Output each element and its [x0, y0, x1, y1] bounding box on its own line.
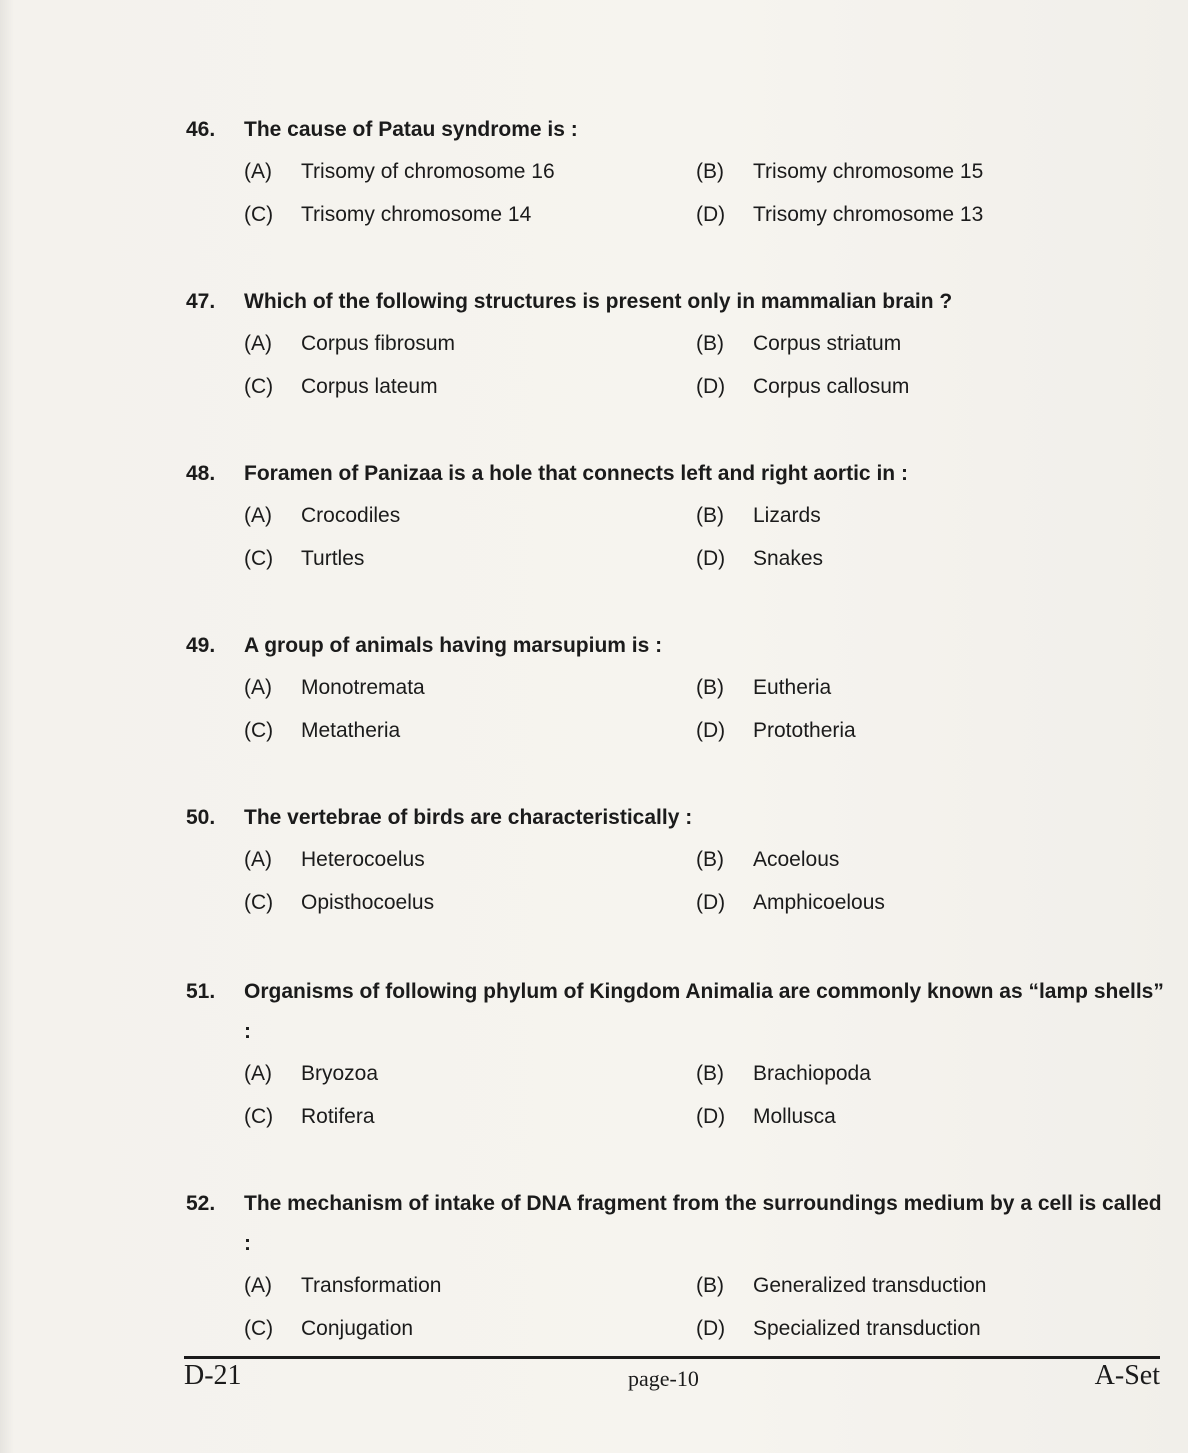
option-letter: (C) [244, 375, 274, 398]
option-letter: (C) [244, 1105, 274, 1128]
option-text: Monotremata [301, 676, 425, 699]
option-a [244, 150, 696, 193]
option-letter: (C) [244, 719, 274, 742]
question-52 [186, 1184, 1166, 1350]
option-letter: (B) [696, 848, 724, 871]
page-footer [184, 1358, 1160, 1398]
option-text: Mollusca [753, 1105, 836, 1128]
option-text: Prototheria [753, 719, 856, 742]
question-number: 46. [186, 118, 216, 141]
booklet-code: D-21 [184, 1360, 242, 1391]
option-d [696, 709, 1166, 752]
question-text: The vertebrae of birds are characteristically : [244, 806, 693, 829]
option-text: Corpus callosum [753, 375, 910, 398]
option-d [696, 1307, 1166, 1350]
option-text: Trisomy of chromosome 16 [301, 160, 555, 183]
option-text: Lizards [753, 504, 821, 527]
option-d [696, 365, 1166, 408]
question-number: 52. [186, 1192, 216, 1215]
option-letter: (A) [244, 160, 272, 183]
option-letter: (C) [244, 547, 274, 570]
question-number: 50. [186, 806, 216, 829]
option-letter: (B) [696, 160, 724, 183]
option-text: Corpus lateum [301, 375, 438, 398]
option-text: Conjugation [301, 1317, 414, 1340]
question-text: The cause of Patau syndrome is : [244, 118, 578, 141]
option-letter: (C) [244, 203, 274, 226]
option-letter: (B) [696, 1062, 724, 1085]
option-text: Trisomy chromosome 14 [301, 203, 532, 226]
option-text: Transformation [301, 1274, 442, 1297]
option-letter: (D) [696, 1317, 726, 1340]
option-d [696, 881, 1166, 924]
option-letter: (B) [696, 1274, 724, 1297]
option-letter: (A) [244, 1062, 272, 1085]
option-a [244, 838, 696, 881]
option-text: Metatheria [301, 719, 401, 742]
question-47 [186, 282, 1166, 408]
option-text: Acoelous [753, 848, 840, 871]
question-stem [186, 626, 1166, 666]
option-letter: (D) [696, 719, 726, 742]
question-stem [186, 798, 1166, 838]
option-letter: (B) [696, 504, 724, 527]
question-48 [186, 454, 1166, 580]
option-text: Heterocoelus [301, 848, 425, 871]
option-letter: (A) [244, 676, 272, 699]
option-text: Specialized transduction [753, 1317, 981, 1340]
option-letter: (A) [244, 1274, 272, 1297]
option-b [696, 666, 1166, 709]
question-stem [186, 1184, 1166, 1264]
option-c [244, 537, 696, 580]
option-d [696, 1095, 1166, 1138]
option-letter: (C) [244, 1317, 274, 1340]
option-letter: (D) [696, 375, 726, 398]
question-text: The mechanism of intake of DNA fragment from the surroundings medium by a cell is called : [244, 1192, 1162, 1255]
option-a [244, 322, 696, 365]
option-d [696, 537, 1166, 580]
option-text: Brachiopoda [753, 1062, 871, 1085]
option-text: Amphicoelous [753, 891, 885, 914]
option-letter: (A) [244, 332, 272, 355]
question-number: 47. [186, 290, 216, 313]
question-text: Organisms of following phylum of Kingdom Animalia are commonly known as “lamp shells” : [244, 980, 1164, 1043]
options [244, 1264, 1166, 1350]
option-letter: (D) [696, 203, 726, 226]
question-text: A group of animals having marsupium is : [244, 634, 663, 657]
option-a [244, 666, 696, 709]
option-letter: (D) [696, 1105, 726, 1128]
option-letter: (D) [696, 547, 726, 570]
option-a [244, 494, 696, 537]
question-stem [186, 110, 1166, 150]
option-text: Generalized transduction [753, 1274, 987, 1297]
option-c [244, 193, 696, 236]
option-c [244, 1095, 696, 1138]
options [244, 494, 1166, 580]
option-b [696, 838, 1166, 881]
question-46 [186, 110, 1166, 236]
option-b [696, 322, 1166, 365]
options [244, 150, 1166, 236]
option-text: Trisomy chromosome 15 [753, 160, 984, 183]
option-a [244, 1052, 696, 1095]
option-c [244, 881, 696, 924]
option-b [696, 1264, 1166, 1307]
question-stem [186, 972, 1166, 1052]
question-text: Foramen of Panizaa is a hole that connects left and right aortic in : [244, 462, 908, 485]
option-letter: (B) [696, 332, 724, 355]
options [244, 322, 1166, 408]
question-stem [186, 282, 1166, 322]
option-text: Corpus fibrosum [301, 332, 456, 355]
option-b [696, 494, 1166, 537]
option-c [244, 1307, 696, 1350]
option-c [244, 365, 696, 408]
option-text: Snakes [753, 547, 824, 570]
option-letter: (C) [244, 891, 274, 914]
option-letter: (A) [244, 848, 272, 871]
question-stem [186, 454, 1166, 494]
option-b [696, 1052, 1166, 1095]
option-text: Trisomy chromosome 13 [753, 203, 984, 226]
question-number: 49. [186, 634, 216, 657]
option-letter: (B) [696, 676, 724, 699]
question-51 [186, 972, 1166, 1138]
option-text: Eutheria [753, 676, 832, 699]
options [244, 666, 1166, 752]
page-number: page-10 [628, 1366, 699, 1391]
option-b [696, 150, 1166, 193]
question-49 [186, 626, 1166, 752]
options [244, 838, 1166, 924]
option-text: Corpus striatum [753, 332, 902, 355]
question-50 [186, 798, 1166, 924]
question-number: 51. [186, 980, 216, 1003]
option-text: Rotifera [301, 1105, 375, 1128]
question-text: Which of the following structures is present only in mammalian brain ? [244, 290, 953, 313]
option-letter: (D) [696, 891, 726, 914]
option-text: Opisthocoelus [301, 891, 435, 914]
option-c [244, 709, 696, 752]
option-text: Bryozoa [301, 1062, 379, 1085]
set-label: A-Set [1094, 1360, 1160, 1391]
question-number: 48. [186, 462, 216, 485]
option-a [244, 1264, 696, 1307]
option-d [696, 193, 1166, 236]
option-text: Crocodiles [301, 504, 401, 527]
option-letter: (A) [244, 504, 272, 527]
options [244, 1052, 1166, 1138]
option-text: Turtles [301, 547, 365, 570]
